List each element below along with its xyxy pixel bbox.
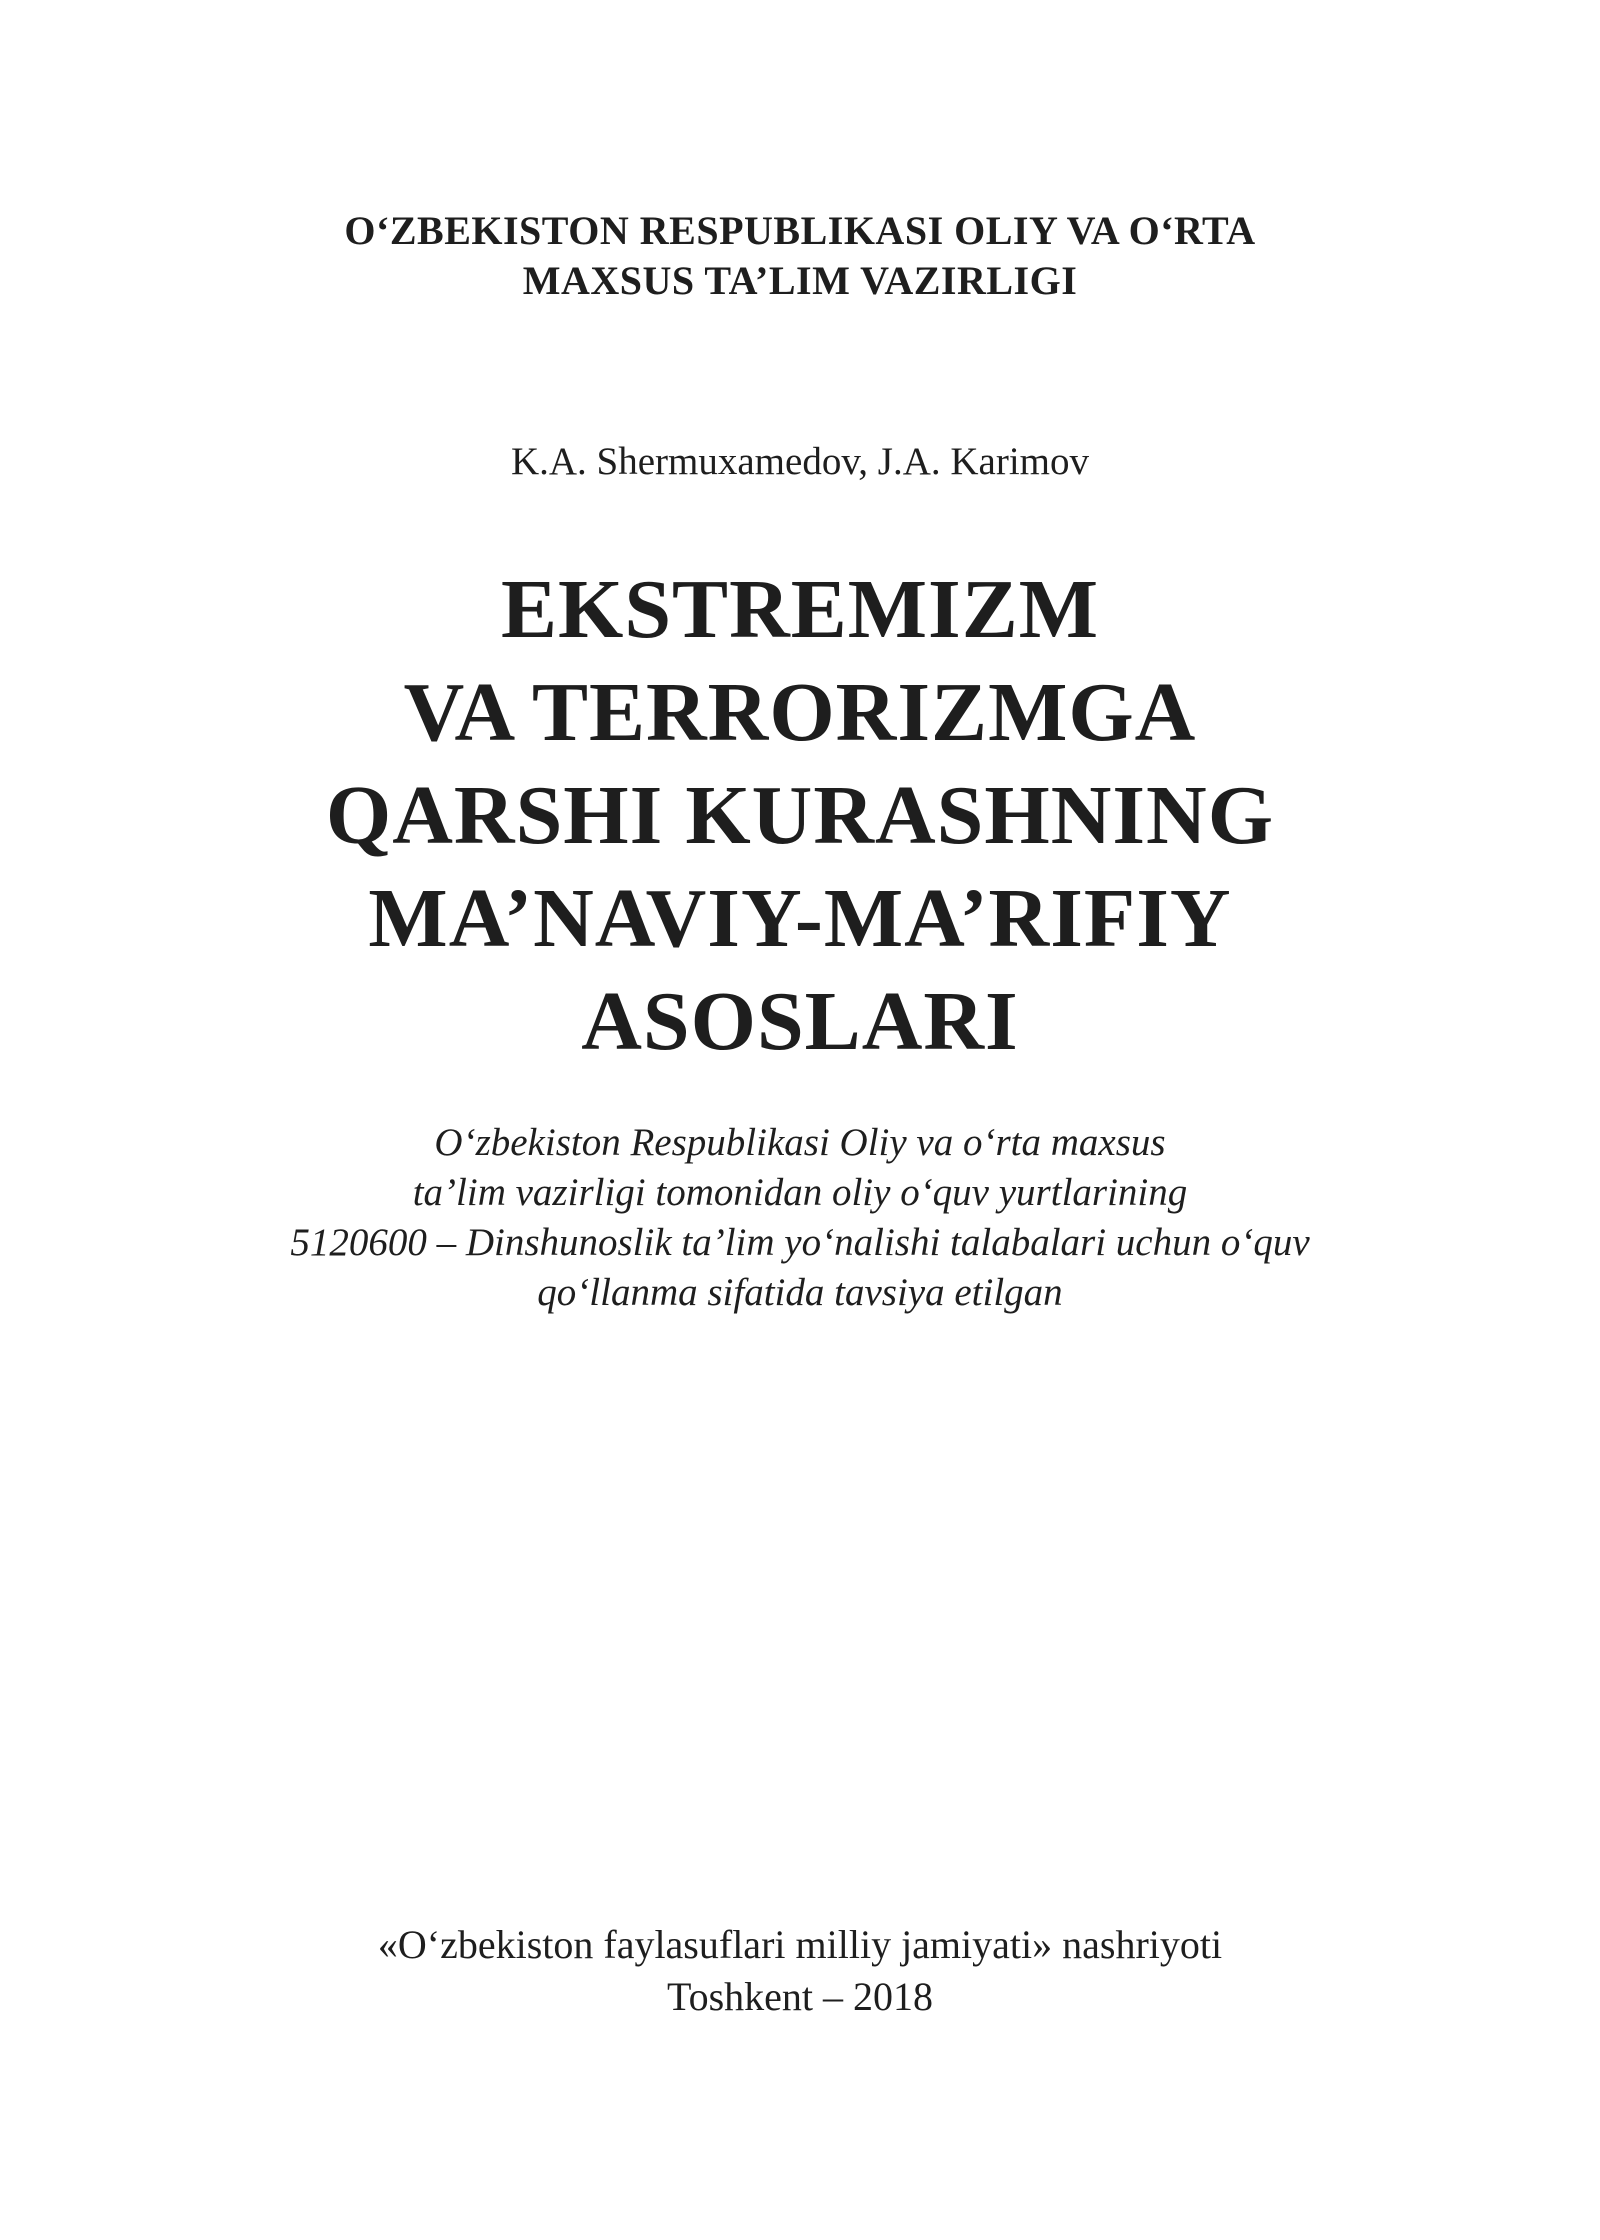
title-line-2: VA TERRORIZMGA xyxy=(403,666,1197,759)
recommendation-line-4: qo‘llanma sifatida tavsiya etilgan xyxy=(537,1271,1063,1314)
ministry-heading xyxy=(0,206,1600,306)
recommendation-line-3: 5120600 – Dinshunoslik ta’lim yo‘nalishi talabalari uchun o‘quv xyxy=(290,1221,1310,1264)
title-line-4: MA’NAVIY-MA’RIFIY xyxy=(368,872,1232,965)
publisher-name: «O‘zbekiston faylasuflari milliy jamiyati» nashriyoti xyxy=(377,1922,1223,1967)
title-line-5: ASOSLARI xyxy=(581,975,1019,1068)
title-line-1: EKSTREMIZM xyxy=(500,563,1100,656)
title-line-3: QARSHI KURASHNING xyxy=(325,769,1275,862)
ministry-line-1: O‘ZBEKISTON RESPUBLIKASI OLIY VA O‘RTA xyxy=(344,208,1256,253)
recommendation-text xyxy=(0,1118,1600,1318)
recommendation-line-1: O‘zbekiston Respublikasi Oliy va o‘rta maxsus xyxy=(434,1121,1166,1164)
book-title xyxy=(0,558,1600,1073)
publisher-city-year: Toshkent – 2018 xyxy=(666,1974,934,2019)
publisher-info xyxy=(0,1919,1600,2023)
recommendation-line-2: ta’lim vazirligi tomonidan oliy o‘quv yurtlarining xyxy=(412,1171,1188,1214)
ministry-line-2: MAXSUS TA’LIM VAZIRLIGI xyxy=(522,258,1078,303)
authors: K.A. Shermuxamedov, J.A. Karimov xyxy=(510,440,1090,483)
